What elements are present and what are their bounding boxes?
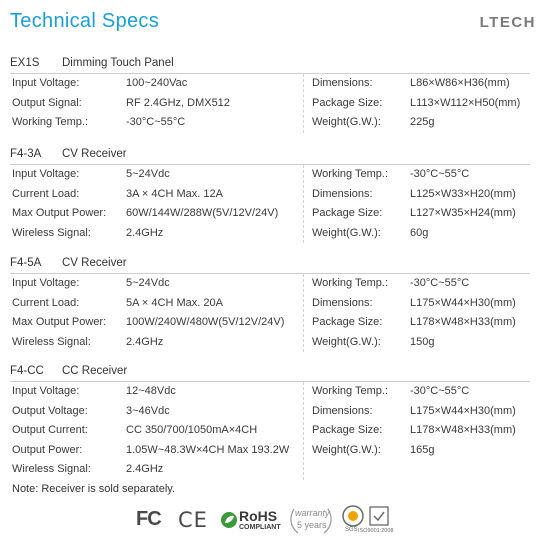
rohs-logo: RoHS COMPLIANT [220, 507, 284, 535]
spec-row [10, 113, 530, 133]
spec-label: Max Output Power: [12, 207, 107, 219]
spec-label: Working Temp.: [312, 385, 389, 397]
section-header [10, 255, 530, 274]
section-header [10, 146, 530, 165]
iso-logo: ISO9001:2008 [366, 505, 396, 535]
spec-label: Working Temp.: [12, 116, 89, 128]
spec-row [10, 313, 530, 333]
spec-row [10, 441, 530, 461]
spec-rows [10, 165, 530, 243]
spec-row [10, 460, 530, 480]
spec-label: Working Temp.: [312, 168, 389, 180]
spec-row [10, 94, 530, 114]
spec-value: 1.05W~48.3W×4CH Max 193.2W [126, 443, 290, 456]
spec-value: -30°C~55°C [410, 168, 470, 180]
page-title: Technical Specs [10, 10, 160, 32]
spec-value: -30°C~55°C [410, 385, 470, 397]
spec-rows [10, 382, 530, 480]
certification-logos [130, 505, 394, 535]
spec-value: 225g [410, 116, 435, 128]
spec-label: Input Voltage: [12, 277, 80, 289]
spec-label: Dimensions: [312, 404, 373, 417]
spec-label: Input Voltage: [12, 168, 80, 180]
model-description: CV Receiver [62, 257, 127, 269]
spec-label: Current Load: [12, 296, 80, 309]
spec-label: Output Power: [12, 443, 83, 456]
spec-section [10, 55, 530, 133]
spec-label: Working Temp.: [312, 277, 389, 289]
spec-value: 2.4GHz [126, 335, 164, 348]
spec-section [10, 363, 530, 480]
spec-value: 3~46Vdc [126, 404, 170, 417]
spec-row [10, 294, 530, 314]
spec-row [10, 333, 530, 353]
model-name: F4-5A [10, 257, 42, 269]
footnote: Note: Receiver is sold separately. [12, 483, 176, 495]
spec-label: Dimensions: [312, 296, 373, 309]
spec-label: Output Voltage: [12, 404, 88, 417]
spec-row [10, 382, 530, 402]
spec-value: L178×W48×H33(mm) [410, 424, 516, 436]
spec-label: Output Signal: [12, 96, 82, 109]
spec-row [10, 185, 530, 205]
spec-value: 2.4GHz [126, 226, 164, 239]
spec-value: L86×W86×H36(mm) [410, 77, 510, 89]
spec-row [10, 204, 530, 224]
spec-label: Weight(G.W.): [312, 226, 381, 239]
spec-value: 12~48Vdc [126, 385, 176, 397]
spec-label: Package Size: [312, 424, 383, 436]
model-name: F4-CC [10, 365, 44, 377]
spec-label: Input Voltage: [12, 77, 80, 89]
spec-value: 60W/144W/288W(5V/12V/24V) [126, 207, 279, 219]
spec-value: RF 2.4GHz, DMX512 [126, 96, 230, 109]
spec-label: Wireless Signal: [12, 226, 91, 239]
model-name: F4-3A [10, 148, 42, 160]
spec-row [10, 421, 530, 441]
spec-value: CC 350/700/1050mA×4CH [126, 424, 258, 436]
warranty-badge: warranty 5 years [288, 505, 334, 535]
brand-logo: LTECH [479, 14, 536, 31]
spec-label: Current Load: [12, 187, 80, 200]
spec-row [10, 165, 530, 185]
spec-label: Dimensions: [312, 77, 373, 89]
spec-label: Weight(G.W.): [312, 335, 381, 348]
spec-value: L113×W112×H50(mm) [410, 96, 521, 109]
fc-logo: FC [136, 508, 161, 530]
spec-value: 150g [410, 335, 435, 348]
spec-value: 5~24Vdc [126, 168, 170, 180]
spec-row [10, 274, 530, 294]
spec-label: Package Size: [312, 96, 383, 109]
model-description: Dimming Touch Panel [62, 57, 174, 69]
spec-label: Wireless Signal: [12, 335, 91, 348]
spec-value: 100W/240W/480W(5V/12V/24V) [126, 316, 285, 328]
sgs-logo: SGS [342, 505, 364, 535]
spec-value: L175×W44×H30(mm) [410, 296, 516, 309]
spec-value: 3A × 4CH Max. 12A [126, 187, 223, 200]
spec-section [10, 146, 530, 243]
spec-value: 60g [410, 226, 429, 239]
spec-label: Wireless Signal: [12, 463, 91, 475]
spec-value: L175×W44×H30(mm) [410, 404, 516, 417]
spec-label: Package Size: [312, 316, 383, 328]
section-header [10, 55, 530, 74]
spec-value: -30°C~55°C [410, 277, 470, 289]
spec-label: Weight(G.W.): [312, 443, 381, 456]
spec-value: 100~240Vac [126, 77, 188, 89]
model-description: CV Receiver [62, 148, 127, 160]
spec-row [10, 224, 530, 244]
spec-value: L127×W35×H24(mm) [410, 207, 516, 219]
model-description: CC Receiver [62, 365, 128, 377]
spec-row [10, 402, 530, 422]
iso-shield-icon [368, 505, 390, 527]
spec-label: Weight(G.W.): [312, 116, 381, 128]
spec-value: 2.4GHz [126, 463, 164, 475]
spec-value: 165g [410, 443, 435, 456]
spec-value: L178×W48×H33(mm) [410, 316, 516, 328]
spec-value: -30°C~55°C [126, 116, 186, 128]
model-name: EX1S [10, 57, 40, 69]
spec-label: Output Current: [12, 424, 88, 436]
spec-value: 5A × 4CH Max. 20A [126, 296, 223, 309]
spec-rows [10, 74, 530, 133]
spec-label: Max Output Power: [12, 316, 107, 328]
section-header [10, 363, 530, 382]
spec-label: Input Voltage: [12, 385, 80, 397]
leaf-icon [220, 511, 238, 529]
spec-value: L125×W33×H20(mm) [410, 187, 516, 200]
ce-logo: CE [178, 508, 208, 532]
spec-label: Dimensions: [312, 187, 373, 200]
spec-row [10, 74, 530, 94]
spec-rows [10, 274, 530, 352]
spec-label: Package Size: [312, 207, 383, 219]
sgs-seal-icon [342, 505, 364, 527]
spec-value: 5~24Vdc [126, 277, 170, 289]
spec-section [10, 255, 530, 352]
